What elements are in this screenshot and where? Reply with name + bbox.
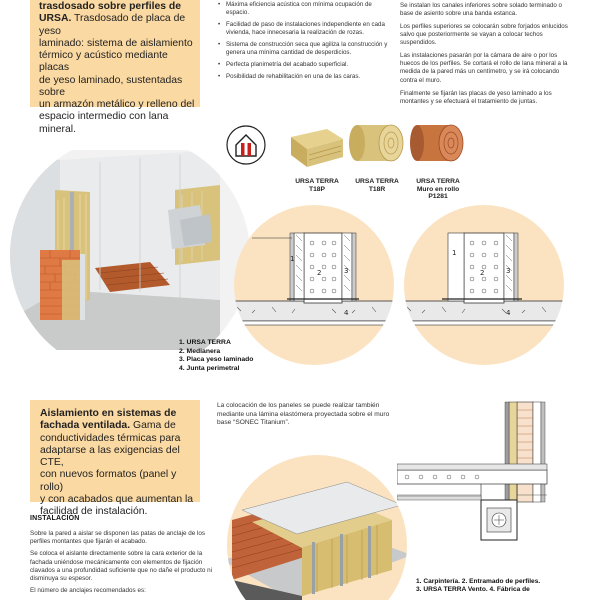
product-label-p1281 (406, 178, 470, 201)
product-wall-roll-image (409, 117, 469, 173)
advantage-item: • Posibilidad de rehabilitación en una de las caras. (218, 73, 388, 81)
product-label-t18p (289, 178, 345, 193)
detail-number: 4 (506, 309, 511, 317)
bottom-callout-body-2: Gama de (130, 420, 176, 432)
product-panel-image (287, 115, 347, 175)
product-label-t18r (349, 178, 405, 193)
detail-number: 3 (344, 267, 349, 275)
advantage-item: • Facilidad de paso de instalaciones independiente en cada vivienda, hace innecesaria la realización de rozas. (218, 21, 388, 37)
installation-heading: INSTALACIÓN (30, 515, 80, 522)
product-name: URSA TERRA (295, 178, 339, 185)
installation-steps (30, 530, 215, 599)
advantage-item: • Perfecta planimetría del acabado superficial. (218, 61, 388, 69)
top-callout-line: un armazón metálico y relleno del (39, 99, 195, 111)
installation-step: El número de anclajes recomendados es: (30, 587, 146, 595)
product-code: T18P (309, 185, 325, 193)
installation-step: Sobre la pared a aislar se disponen las patas de anclaje de los perfiles montantes que fijarán el acabado. (30, 530, 206, 546)
top-callout-line: espacio intermedio con lana mineral. (39, 111, 169, 135)
bottom-callout (30, 400, 200, 518)
facade-illustration (222, 450, 412, 600)
product-name: URSA TERRA (416, 178, 460, 185)
legend-item: 3. Placa yeso laminado (179, 356, 254, 364)
legend-item: 1. URSA TERRA (179, 339, 231, 346)
installation-paragraph: Los perfiles superiores se colocarán sobre forjados enlucidos salvo que posteriormente se vayan a colocar techos suspendidos. (400, 23, 568, 47)
top-callout-title-2: URSA. (39, 13, 72, 25)
installation-paragraph: Se instalan los canales inferiores sobre solado terminado o base de asiento sobre una banda estanca. (400, 2, 562, 18)
legend-item: 2. Medianera (179, 347, 221, 355)
top-callout-line: térmico y acústico mediante placas (39, 50, 168, 74)
installation-step: Se coloca el aislante directamente sobre la cara exterior de la fachada uniéndose mecánicamente con elementos de fijación clavados a una profundidad suficiente que no dañe el producto ni disminuya su espesor. (30, 550, 213, 582)
detail-legend (179, 339, 253, 374)
product-roll-image (347, 117, 407, 173)
facade-legend (416, 578, 540, 595)
bottom-callout-line: conductividades térmicas para (40, 432, 181, 444)
facade-section-drawing (397, 400, 597, 580)
bottom-callout-line: y con acabados que aumentan la (40, 493, 194, 505)
facade-legend-item: 1. Carpintería. 2. Entramado de perfiles. (416, 578, 541, 585)
detail-number: 2 (317, 269, 322, 277)
wall-detail-drawing-2 (402, 203, 567, 368)
installation-paragraph: Las instalaciones pasarán por la cámara de aire o por los huecos de los perfiles. Se cortará el rollo de lana mineral a la medida de la pared más un centímetro, y se irá colocando contra el muro. (400, 52, 568, 84)
product-name: URSA TERRA (355, 178, 399, 185)
installation-text (400, 2, 575, 111)
product-extra: Muro en rollo (416, 185, 460, 193)
top-callout-line: laminado: sistema de aislamiento (39, 37, 193, 49)
top-callout-body-2: Trasdosado de placa de yeso (39, 13, 186, 37)
product-code: T18R (368, 185, 386, 193)
room-illustration (0, 150, 250, 350)
bottom-callout-title-1: Aislamiento en sistemas de (40, 408, 177, 419)
legend-item: 4. Junta perimetral (179, 365, 240, 373)
detail-number: 1 (290, 255, 295, 263)
detail-number: 3 (506, 267, 511, 275)
advantage-item: • Sistema de construcción seca que agiliza la construcción y genera una mínima cantidad de desperdicios. (218, 41, 388, 57)
detail-number: 4 (344, 309, 349, 317)
facade-intro (217, 402, 392, 432)
detail-number: 1 (452, 249, 457, 257)
advantages-list (218, 1, 388, 86)
top-callout-title-1: trasdosado sobre perfiles de (39, 1, 182, 12)
facade-legend-item: 3. URSA TERRA Vento. 4. Fábrica de (416, 586, 530, 594)
installation-paragraph: Finalmente se fijarán las placas de yeso laminado a los montantes y se efectuará el tratamiento de juntas. (400, 89, 552, 105)
bottom-callout-line: adaptarse a las exigencias del CTE, (40, 444, 180, 469)
bottom-callout-line: con nuevos formatos (panel y rollo) (40, 469, 177, 493)
advantage-item: • Máxima eficiencia acústica con mínima ocupación de espacio. (218, 1, 388, 17)
top-callout (30, 0, 200, 135)
top-callout-line: de yeso laminado, sustentadas sobre (39, 74, 183, 98)
product-code: P1281 (428, 193, 448, 201)
wall-detail-drawing-1 (232, 203, 397, 368)
bottom-callout-line: facilidad de instalación. (40, 506, 148, 518)
detail-number: 2 (480, 269, 485, 277)
bottom-callout-title-2: fachada ventilada. (40, 420, 131, 432)
facade-intro-text: La colocación de los paneles se puede realizar también mediante una lámina elastómera proyectada sobre el muro base “SONEC Titanium”. (217, 402, 390, 427)
